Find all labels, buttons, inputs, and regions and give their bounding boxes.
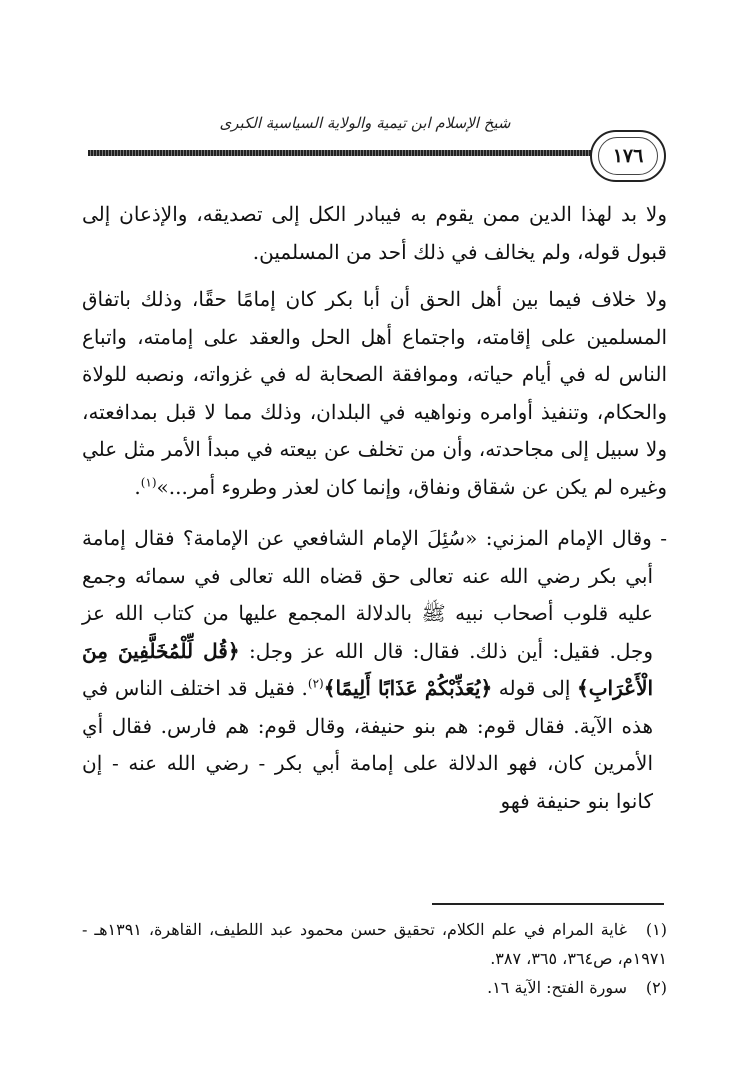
footnote-1	[82, 915, 667, 973]
running-header-title: شيخ الإسلام ابن تيمية والولاية السياسية الكبرى	[219, 114, 511, 132]
paragraph-2	[82, 281, 667, 506]
footnote-divider	[432, 903, 664, 905]
quran-verse-2: ﴿يُعَذِّبْكُمْ عَذَابًا أَلِيمًا﴾	[323, 676, 493, 700]
footnote-ref-1[interactable]: (١)	[140, 474, 157, 489]
paragraph-3-part-c: . فقيل قد اختلف الناس في هذه الآية. فقال قوم: هم بنو حنيفة، وقال قوم: هم فارس. فقال أي الأمرين كان، فهو الدلالة على إمامة أبي بكر - رضي الله عنه - إن كانوا بنو حنيفة فهو	[82, 676, 653, 813]
paragraph-1: ولا بد لهذا الدين ممن يقوم به فيبادر الكل إلى تصديقه، والإذعان إلى قبول قوله، ولم يخالف في ذلك أحد من المسلمين.	[82, 202, 667, 264]
footnote-1-text: غاية المرام في علم الكلام، تحقيق حسن محمود عبد اللطيف، القاهرة، ١٣٩١هـ - ١٩٧١م، ص٣٦٤، ٣٦٥، ٣٨٧.	[82, 920, 667, 968]
footnotes	[82, 915, 667, 1002]
main-text	[82, 196, 667, 830]
footnote-2-text: سورة الفتح: الآية ١٦.	[487, 978, 627, 997]
paragraph-2-end: .	[134, 474, 141, 499]
footnote-2	[82, 973, 667, 1002]
paragraph-3	[82, 520, 667, 820]
page-number-badge: ١٧٦	[590, 130, 666, 182]
footnote-2-number: (٢)	[645, 978, 667, 997]
footnote-1-number: (١)	[645, 920, 667, 939]
paragraph-3-part-a: - وقال الإمام المزني: «سُئِلَ الإمام الشافعي عن الإمامة؟ فقال إمامة أبي بكر رضي الله عنه تعالى حق قضاه الله تعالى في سمائه وجمع عليه قلوب أصحاب نبيه ﷺ بالدلالة المجمع عليها من كتاب الله عز وجل. فقيل: أين ذلك. فقال: قال الله عز وجل:	[82, 526, 667, 663]
paragraph-3-part-b: إلى قوله	[498, 676, 571, 700]
header-rule	[88, 150, 596, 156]
quran-verse-1: ﴿قُل لِّلْمُخَلَّفِينَ مِنَ الْأَعْرَابِ﴾	[82, 638, 654, 700]
footnote-ref-2[interactable]: (٢)	[307, 676, 324, 691]
paragraph-2-text: ولا خلاف فيما بين أهل الحق أن أبا بكر كان إمامًا حقًا، وذلك باتفاق المسلمين على إقامته، واجتماع أهل الحل والعقد على إمامته، واتباع الناس له في أيام حياته، وموافقة الصحابة له في غزواته، ونصبه للولاة والحكام، وتنفيذ أوامره ونواهيه في البلدان، وذلك مما لا قبل بمدافعته، ولا سبيل إلى مجاحدته، وأن من تخلف عن بيعته في مبدأ الأمر مثل علي وغيره لم يكن عن شقاق ونفاق، وإنما كان لعذر وطروء أمر...»	[82, 287, 667, 499]
